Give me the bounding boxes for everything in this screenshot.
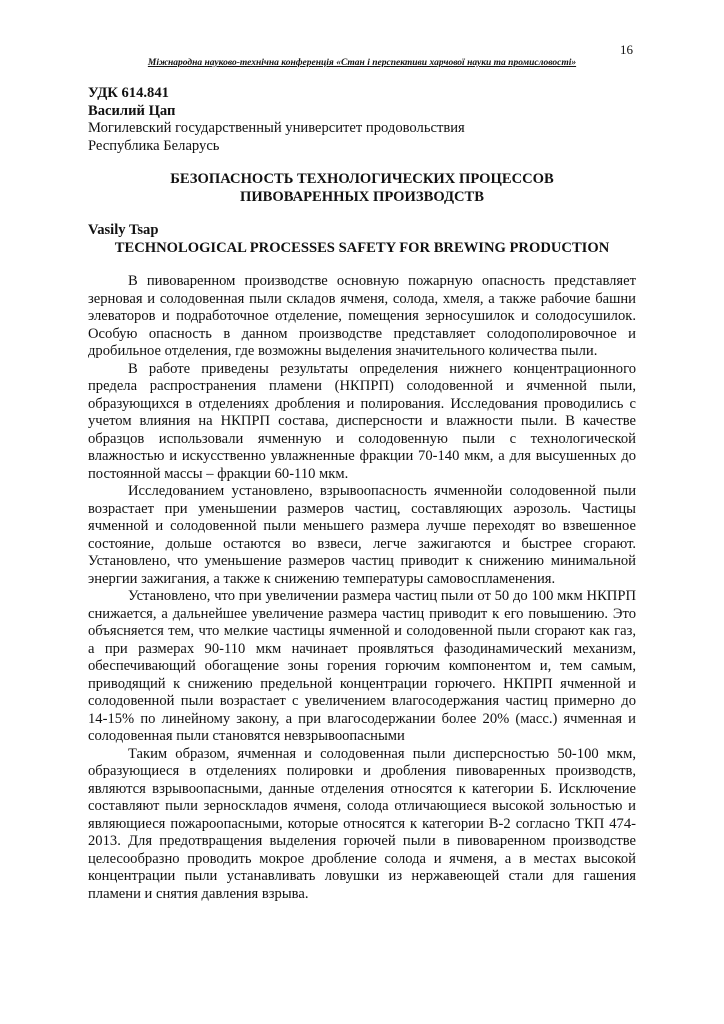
paragraph: Исследованием установлено, взрывоопасность ячменнойи солодовенной пыли возрастает при уменьшении размеров частиц, составляющих аэрозоль. Частицы ячменной и солодовенной пыли меньшего размера лучше переходят во взвешенное состояние, дольше остаются во взвеси, легче зажигаются и быстрее сгорают. Установлено, что уменьшение размеров частиц приводит к снижению минимальной энергии зажигания, а также к снижению температуры самовоспламенения. (88, 483, 636, 587)
article-title-en: TECHNOLOGICAL PROCESSES SAFETY FOR BREWING PRODUCTION (114, 239, 610, 256)
affiliation-line-2: Республика Беларусь (88, 137, 220, 154)
running-header: Міжнародна науково-технічна конференція «Стан і перспективи харчової науки та промисловості» (147, 58, 577, 68)
article-title-ru-line-2: ПИВОВАРЕННЫХ ПРОИЗВОДСТВ (239, 188, 484, 205)
article-title-ru-line-1: БЕЗОПАСНОСТЬ ТЕХНОЛОГИЧЕСКИХ ПРОЦЕССОВ (170, 171, 554, 187)
article-body (88, 273, 636, 903)
paragraph: В работе приведены результаты определения нижнего концентрационного предела распространения пламени (НКПРП) солодовенной и ячменной пыли, образующихся в отделениях дробления и полирования. Исследования проводились с учетом влияния на НКПРП состава, дисперсности и влажности пыли. В качестве образцов использовали ячменную и солодовенную пыли с технологической влажностью и искусственно увлажненные фракции 70-140 мкм, а для высушенных до постоянной массы – фракции 60-110 мкм. (88, 360, 636, 482)
udc-code: УДК 614.841 (88, 85, 169, 101)
author-name-en: Vasily Tsap (88, 222, 159, 238)
paragraph: Таким образом, ячменная и солодовенная пыли дисперсностью 50-100 мкм, образующиеся в отделениях полировки и дробления пивоваренных производств, являются взрывоопасными, данные отделения относятся к категории Б. Исключение составляют пыли зерноскладов ячменя, солода отличающиеся высокой зольностью и являющиеся пожароопасными, которые относятся к категории В-2 согласно ТКП 474-2013. Для предотвращения выделения горючей пыли в пивоваренном производстве целесообразно проводить мокрое дробление солода и ячменя, а в местах высокой концентрации пыли устанавливать ловушки из нержавеющей стали для гашения пламени и снятия давления взрыва. (88, 745, 636, 902)
article (88, 85, 636, 903)
affiliation-line-1: Могилевский государственный университет продовольствия (88, 120, 465, 136)
paragraph: Установлено, что при увеличении размера частиц пыли от 50 до 100 мкм НКПРП снижается, а дальнейшее увеличение размера частиц приводит к его повышению. Это объясняется тем, что мелкие частицы ячменной и солодовенной пыли сгорают как газ, а при размерах 90-110 мкм начинает проявляться фазодинамический механизм, обеспечивающий обогащение зоны горения горючим компонентом и, тем самым, приводящий к снижению предельной концентрации горючего. НКПРП ячменной и солодовенной пыли возрастает с увеличением влагосодержания частиц примерно до 14-15% по линейному закону, а при влагосодержании более 20% (масс.) ячменная и солодовенная пыли становятся невзрывоопасными (88, 588, 636, 744)
paragraph: В пивоваренном производстве основную пожарную опасность представляет зерновая и солодовенная пыли складов ячменя, солода, хмеля, а также рабочие башни элеваторов и подработочное отделение, помещения зерносушилок и солодосушилок. Особую опасность в данном производстве представляет солодополировочное и дробильное отделения, где возможны выделения значительного количества пыли. (88, 273, 636, 359)
author-name-ru: Василий Цап (88, 102, 176, 119)
article-title-ru (88, 171, 636, 206)
page-number: 16 (620, 42, 633, 57)
